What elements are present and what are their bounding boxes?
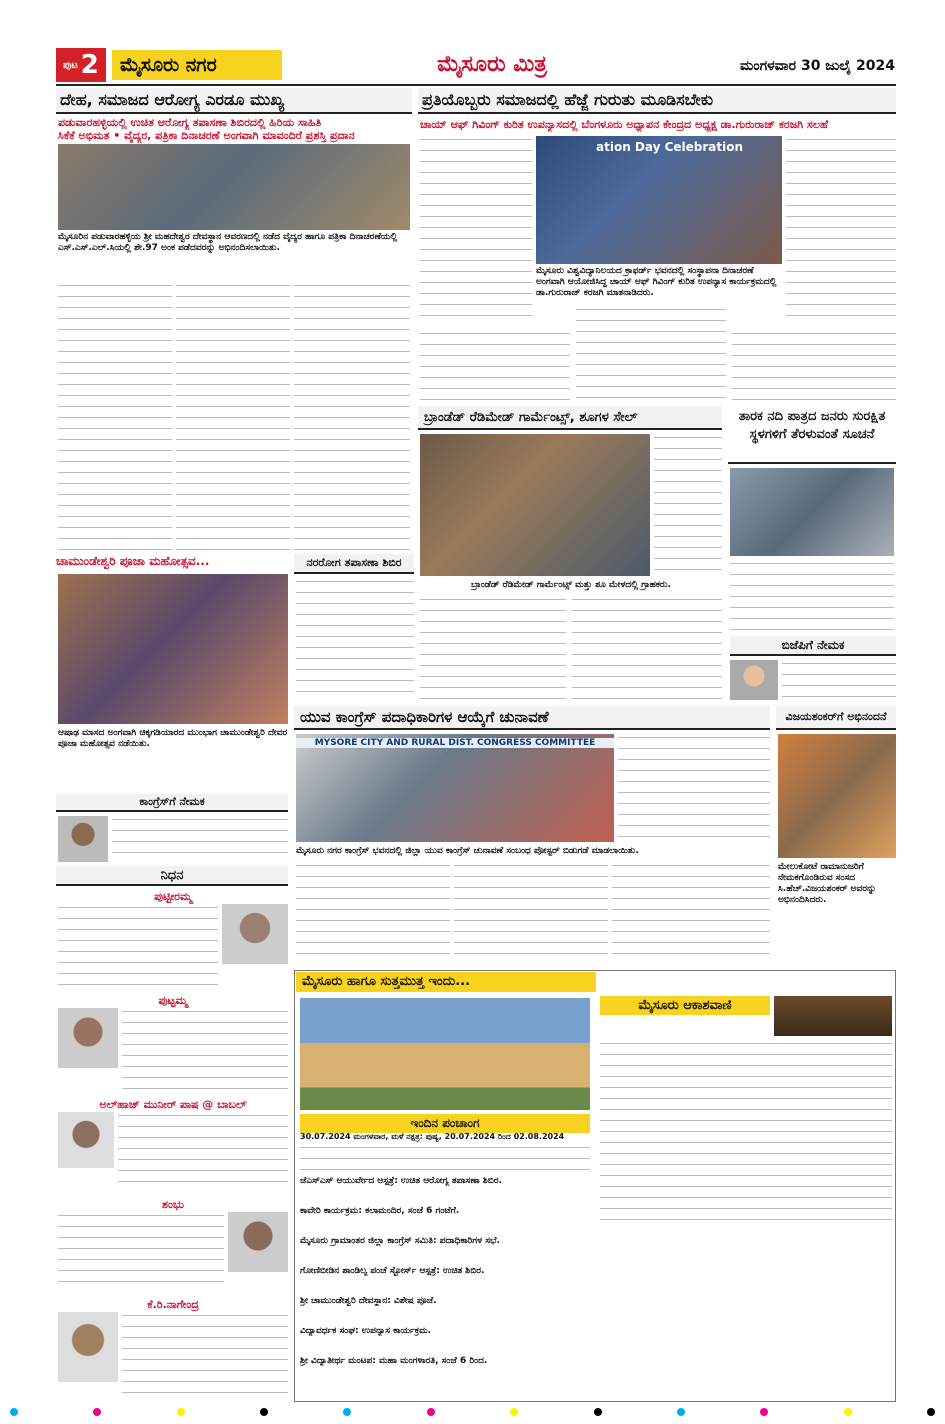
story8-caption: ಮೈಸೂರು ನಗರ ಕಾಂಗ್ರೆಸ್ ಭವನದಲ್ಲಿ ಜಿಲ್ಲಾ ಯುವ ಕಾಂಗ್ರೆಸ್ ಚುನಾವಣೆ ಸಂಬಂಧ ಪೋಸ್ಟರ್ ಬಿಡುಗಡೆ ಮಾಡಲಾಯಿತು.	[296, 846, 639, 856]
story1-body-col3	[294, 282, 410, 550]
obituary-entry-1	[58, 890, 288, 990]
story9-headline: ವಿಜಯಶಂಕರ್‌ಗೆ ಅಭಿನಂದನೆ	[776, 706, 896, 730]
obituary-body-4	[58, 1212, 224, 1292]
story2-photo	[536, 136, 782, 264]
story3-body-col1	[420, 596, 566, 700]
radio-title: ಮೈಸೂರು ಆಕಾಶವಾಣಿ	[600, 996, 770, 1015]
obituary-entry-4	[58, 1198, 288, 1294]
newspaper-logo: ಮೈಸೂರು ಮಿತ್ರ	[437, 52, 547, 77]
mysore-palace-photo	[300, 998, 590, 1110]
section-title: ಮೈಸೂರು ನಗರ	[112, 50, 282, 80]
story8-body-col1	[296, 862, 450, 962]
obituary-title: ನಿಧನ	[56, 866, 288, 886]
story3-caption: ಬ್ರಾಂಡೆಡ್ ರೆಡಿಮೇಡ್ ಗಾರ್ಮೆಂಟ್ಸ್ ಮತ್ತು ಶೂ ಮೇಳದಲ್ಲಿ ಗ್ರಾಹಕರು.	[471, 580, 671, 590]
story7-body	[782, 660, 896, 700]
story2-body-col5	[732, 330, 896, 400]
obituary-name-4: ಶಂಭು	[162, 1198, 184, 1211]
story1-body-col2	[176, 282, 290, 550]
obituary-body-3	[118, 1112, 288, 1192]
story8-photo-banner: MYSORE CITY AND RURAL DIST. CONGRESS COMMITTEE	[296, 738, 614, 748]
story8-body-col3	[612, 862, 770, 962]
story6-body	[296, 578, 414, 700]
obituary-name-1: ಪುಟ್ಟೀರಮ್ಮ	[154, 890, 192, 903]
story3-body-col-side	[654, 434, 722, 576]
today-event-4: ಗೋಣಿಬೀಡಿನ ಶಾಂಡಿಲ್ಯ ಪಂಚೆ ಸ್ಟೋರ್ಸ್ ಆಸ್ಪತ್ರೆ: ಉಚಿತ ಶಿಬಿರ.	[300, 1266, 485, 1276]
obituary-entry-2	[58, 994, 288, 1094]
story4-body	[730, 560, 894, 632]
story8-body-col-side	[618, 734, 770, 842]
radio-icon	[774, 996, 892, 1036]
today-event-5: ಶ್ರೀ ಚಾಮುಂಡೇಶ್ವರಿ ದೇವಸ್ಥಾನ: ವಿಶೇಷ ಪೂಜೆ.	[300, 1296, 437, 1306]
today-title: ಮೈಸೂರು ಹಾಗೂ ಸುತ್ತಮುತ್ತ ಇಂದು...	[296, 972, 596, 992]
story10-headline: ಕಾಂಗ್ರೆಸ್‌ಗೆ ನೇಮಕ	[56, 794, 288, 812]
story1-headline: ದೇಹ, ಸಮಾಜದ ಆರೋಗ್ಯ ಎರಡೂ ಮುಖ್ಯ	[56, 88, 412, 114]
issue-date: ಮಂಗಳವಾರ 30 ಜುಲೈ 2024	[740, 58, 895, 74]
obituary-portrait-4	[228, 1212, 288, 1272]
story7-headline: ಬಿಜೆಪಿಗೆ ನೇಮಕ	[730, 636, 896, 656]
obituary-entry-5	[58, 1298, 288, 1398]
story3-photo	[420, 434, 650, 576]
story10-portrait	[58, 816, 108, 862]
story2-body-col4	[786, 136, 896, 326]
obituary-portrait-2	[58, 1008, 118, 1068]
story5-headline: ಚಾಮುಂಡೇಶ್ವರಿ ಪೂಜಾ ಮಹೋತ್ಸವ...	[56, 554, 210, 568]
story1-caption: ಮೈಸೂರಿನ ಪಡುವಾರಹಳ್ಳಿಯ ಶ್ರೀ ಮಹದೇಶ್ವರ ದೇವಸ್ಥಾನ ಆವರಣದಲ್ಲಿ ನಡೆದ ವೈದ್ಯರ ಹಾಗೂ ಪತ್ರಿಕಾ ದಿನಾಚರಣೆಯಲ್ಲಿ ಎಸ್.ಎಸ್.ಎಲ್.ಸಿಯಲ್ಲಿ ಶೇ.97 ಅಂಕ ಪಡೆದವರನ್ನು ಅಭಿನಂದಿಸಲಾಯಿತು.	[58, 232, 398, 253]
story6-headline: ನರರೋಗ ತಪಾಸಣಾ ಶಿಬಿರ	[294, 554, 414, 574]
obituary-name-5: ಕೆ.ರಿ.ನಾಗೇಂದ್ರ	[147, 1298, 199, 1311]
obituary-portrait-5	[58, 1312, 118, 1382]
story8-photo	[296, 734, 614, 842]
today-event-6: ವಿದ್ಯಾವರ್ಧಕ ಸಂಘ: ಉಪನ್ಯಾಸ ಕಾರ್ಯಕ್ರಮ.	[300, 1326, 432, 1336]
panchanga-body	[300, 1144, 590, 1172]
header-rule	[56, 84, 896, 86]
panchanga-line: 30.07.2024 ಮಂಗಳವಾರ, ಮಳೆ ನಕ್ಷತ್ರ: ಪುಷ್ಯ, 20.07.2024 ರಿಂದ 02.08.2024	[300, 1132, 565, 1141]
today-event-3: ಮೈಸೂರು ಗ್ರಾಮಾಂತರ ಜಿಲ್ಲಾ ಕಾಂಗ್ರೆಸ್ ಸಮಿತಿ: ಪದಾಧಿಕಾರಿಗಳ ಸಭೆ.	[300, 1236, 500, 1246]
story2-subhead: ಚಾಯ್ ಆಫ್ ಗಿವಿಂಗ್ ಕುರಿತ ಉಪನ್ಯಾಸದಲ್ಲಿ ಬೆಂಗಳೂರು ಅಧ್ಯಾಪನ ಕೇಂದ್ರದ ಅಧ್ಯಕ್ಷ ಡಾ.ಗುರುರಾಜ್ ಕರಜಗಿ ಸಲಹೆ	[420, 118, 829, 131]
story4-headline: ತಾರಕ ನದಿ ಪಾತ್ರದ ಜನರು ಸುರಕ್ಷಿತ ಸ್ಥಳಗಳಿಗೆ ತೆರಳುವಂತೆ ಸೂಚನೆ	[728, 408, 896, 464]
story2-headline: ಪ್ರತಿಯೊಬ್ಬರು ಸಮಾಜದಲ್ಲಿ ಹೆಜ್ಜೆ ಗುರುತು ಮೂಡಿಸಬೇಕು	[418, 88, 896, 114]
story5-photo	[58, 574, 288, 724]
registration-dots	[0, 1408, 945, 1416]
story2-body-col1	[420, 136, 532, 326]
story1-photo	[58, 144, 410, 230]
obituary-body-2	[122, 1008, 288, 1092]
story10-body	[112, 816, 288, 862]
story9-caption: ಮೇಲುಕೋಟೆ ರಾಮಾನುಜರಿಗೆ ನೇಮಕಗೊಂಡಿರುವ ಸಂಸದ ಸಿ.ಹೆಚ್.ವಿಜಯಶಂಕರ್ ಅವರನ್ನು ಅಭಿನಂದಿಸಿದರು.	[778, 862, 877, 905]
today-events-list	[300, 1176, 892, 1398]
story8-headline: ಯುವ ಕಾಂಗ್ರೆಸ್ ಪದಾಧಿಕಾರಿಗಳ ಆಯ್ಕೆಗೆ ಚುನಾವಣೆ	[294, 706, 770, 730]
story4-photo	[730, 468, 894, 556]
obituary-name-3: ಅಲ್‌ಹಾಜ್ ಮುನೀರ್ ಪಾಷ @ ಬಾಬಲ್	[99, 1098, 247, 1111]
story2-photo-banner: ation Day Celebration	[596, 140, 744, 154]
panchanga-title: ಇಂದಿನ ಪಂಚಾಂಗ	[300, 1114, 590, 1133]
story1-subhead-2: ಸಿಕೆಕೆ ಅಭಿಮತ • ವೈದ್ಯರ, ಪತ್ರಿಕಾ ದಿನಾಚರಣೆ ಅಂಗವಾಗಿ ಮಾವಂದಿರೆ ಪ್ರಶಸ್ತಿ ಪ್ರದಾನ	[58, 129, 355, 142]
story1-subhead-1: ಪಡುವಾರಹಳ್ಳಿಯಲ್ಲಿ ಉಚಿತ ಆರೋಗ್ಯ ತಪಾಸಣಾ ಶಿಬಿರದಲ್ಲಿ ಹಿರಿಯ ಸಾಹಿತಿ	[58, 116, 322, 129]
story8-body-col2	[454, 862, 608, 962]
story3-headline: ಬ್ರಾಂಡೆಡ್ ರೆಡಿಮೇಡ್ ಗಾರ್ಮೆಂಟ್ಸ್, ಶೂಗಳ ಸೇಲ್	[418, 406, 722, 430]
obituary-body-5	[122, 1312, 288, 1396]
today-event-2: ಕಾವೇರಿ ಕಾರ್ಯಕ್ರಮ: ಕಲಾಮಂದಿರ, ಸಂಜೆ 6 ಗಂಟೆಗೆ.	[300, 1206, 460, 1216]
today-event-1: ಜೆಎಸ್‌ಎಸ್ ಆಯುರ್ವೇದ ಆಸ್ಪತ್ರೆ: ಉಚಿತ ಆರೋಗ್ಯ ತಪಾಸಣಾ ಶಿಬಿರ.	[300, 1176, 503, 1186]
story2-body-col2	[420, 330, 570, 400]
obituary-portrait-3	[58, 1112, 114, 1168]
story3-body-col2	[572, 596, 722, 700]
page-number-badge: ಪುಟ 2	[56, 48, 106, 82]
story2-caption: ಮೈಸೂರು ವಿಶ್ವವಿದ್ಯಾನಿಲಯದ ಕ್ರಾಫರ್ಡ್ ಭವನದಲ್ಲಿ ಸಂಸ್ಥಾಪನಾ ದಿನಾಚರಣೆ ಅಂಗವಾಗಿ ಆಯೋಜಿಸಿದ್ದ ಚಾಯ್ ಆಫ್ ಗಿವಿಂಗ್ ಕುರಿತ ಉಪನ್ಯಾಸ ಕಾರ್ಯಕ್ರಮದಲ್ಲಿ ಡಾ.ಗುರುರಾಜ್ ಕರಜಗಿ ಮಾತನಾಡಿದರು.	[536, 266, 777, 298]
story7-portrait	[730, 660, 778, 700]
obituary-name-2: ಪುಟ್ಟಮ್ಮ	[158, 994, 188, 1007]
story5-caption: ಆಷಾಢ ಮಾಸದ ಅಂಗವಾಗಿ ಚಿಕ್ಕಗಡಿಯಾರದ ಮುಂಭಾಗ ಚಾಮುಂಡೇಶ್ವರಿ ದೇವರ ಪೂಜಾ ಮಹೋತ್ಸವ ನಡೆಯಿತು.	[58, 728, 288, 749]
obituary-body-1	[58, 904, 218, 988]
today-event-7: ಶ್ರೀ ವಿದ್ಯಾತೀರ್ಥ ಮಂಟಪ: ಮಹಾ ಮಂಗಳಾರತಿ, ಸಂಜೆ 6 ರಿಂದ.	[300, 1356, 488, 1366]
story9-photo	[778, 734, 896, 858]
obituary-portrait-1	[222, 904, 288, 964]
obituary-entry-3	[58, 1098, 288, 1194]
story2-body-col3	[576, 306, 726, 400]
story1-body-col1	[58, 282, 172, 550]
